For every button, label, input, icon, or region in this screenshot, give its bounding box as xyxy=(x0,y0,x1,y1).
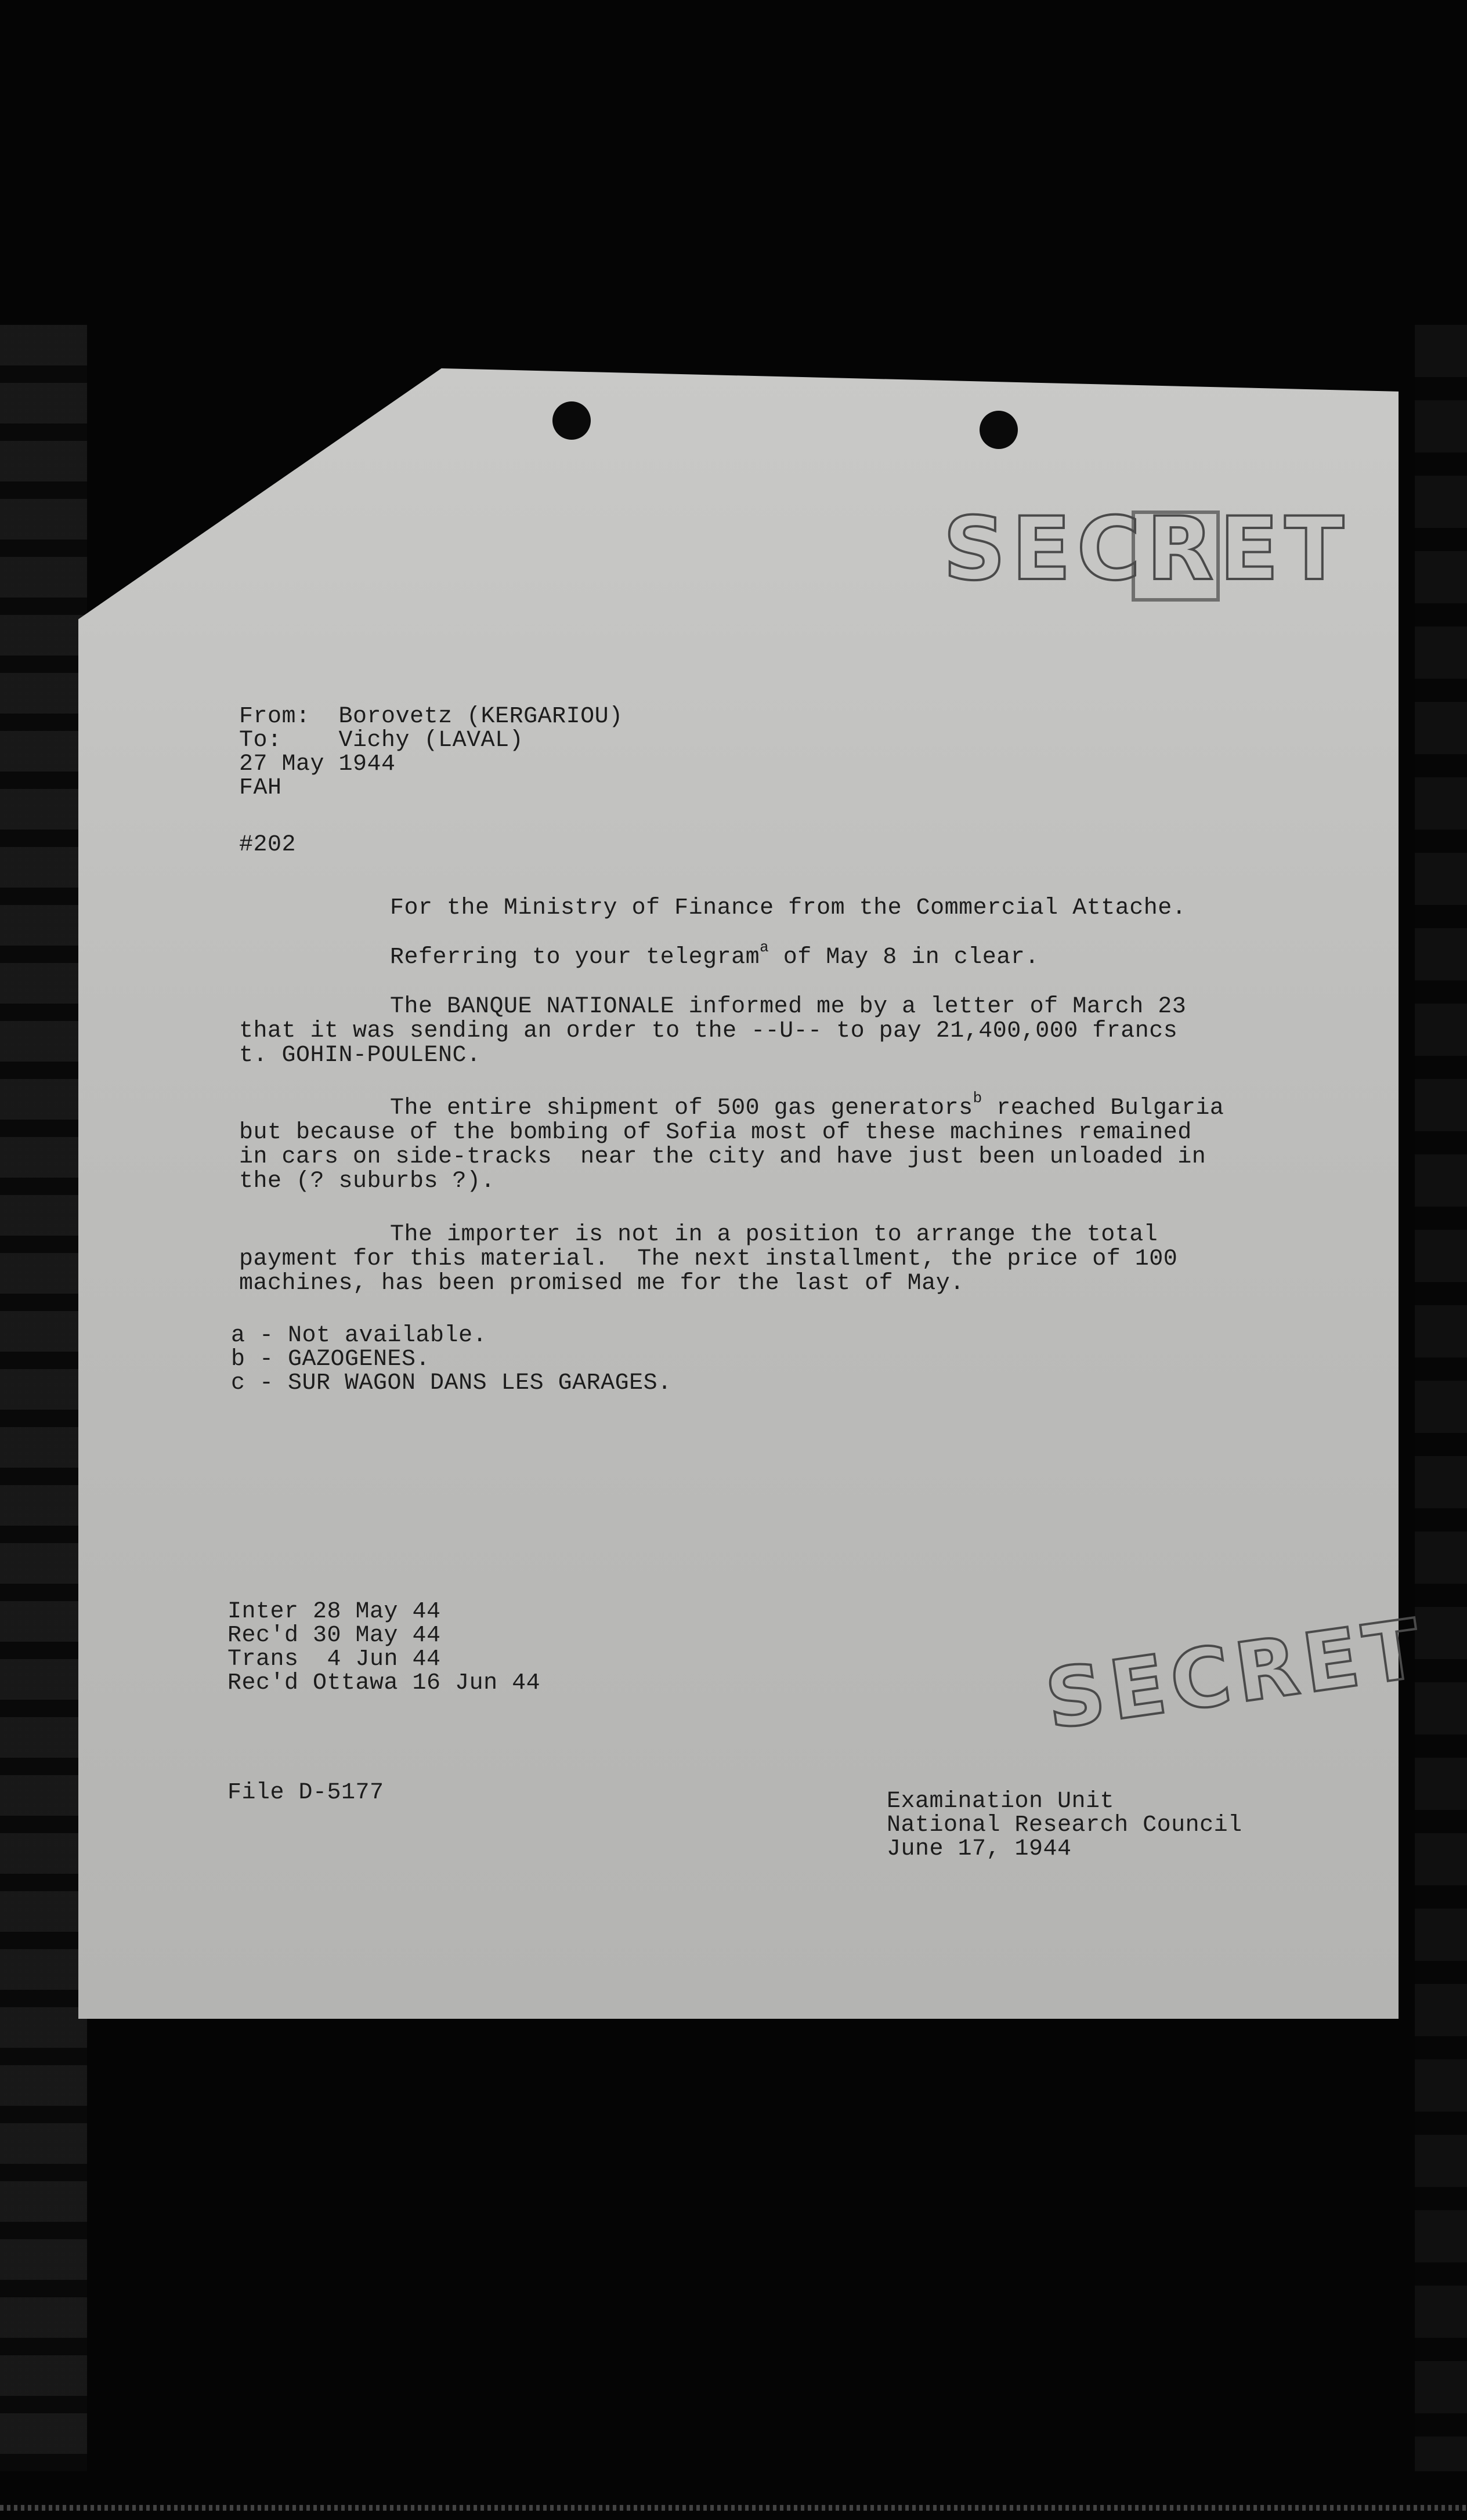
routing-recd: Rec'd 30 May 44 xyxy=(227,1623,441,1649)
footnote-marker-a: a xyxy=(760,938,769,956)
reference-tail: of May 8 in clear. xyxy=(769,944,1039,971)
signature-date: June 17, 1944 xyxy=(887,1836,1072,1862)
punch-hole-left xyxy=(552,401,591,440)
signature-council: National Research Council xyxy=(887,1812,1242,1838)
intro-line: For the Ministry of Finance from the Commercial Attache. xyxy=(390,895,1187,921)
film-strip-right xyxy=(1415,325,1467,2471)
footnote-marker-b: b xyxy=(973,1089,982,1107)
footnote-c: c - SUR WAGON DANS LES GARAGES. xyxy=(231,1370,672,1396)
file-number: File D-5177 xyxy=(227,1780,384,1806)
routing-inter: Inter 28 May 44 xyxy=(227,1599,441,1625)
footnote-a: a - Not available. xyxy=(231,1323,487,1349)
routing-recd-ottawa: Rec'd Ottawa 16 Jun 44 xyxy=(227,1670,541,1696)
to-line xyxy=(239,729,523,752)
from-line xyxy=(239,705,623,729)
to-value: Vichy (LAVAL) xyxy=(338,727,524,754)
reference-line xyxy=(390,938,1039,971)
paragraph-2-line-1 xyxy=(390,1089,1224,1121)
paragraph-3-line-2: payment for this material. The next installment, the price of 100 xyxy=(239,1246,1178,1272)
paragraph-1-line-1: The BANQUE NATIONALE informed me by a letter of March 23 xyxy=(390,994,1187,1020)
secret-stamp-bottom: SECRET xyxy=(1040,1601,1432,1748)
paragraph-2-line-4: the (? suburbs ?). xyxy=(239,1168,496,1194)
reference-text: Referring to your telegram xyxy=(390,944,760,971)
film-strip-left xyxy=(0,325,87,2471)
routing-trans: Trans 4 Jun 44 xyxy=(227,1646,441,1672)
from-value: Borovetz (KERGARIOU) xyxy=(338,704,623,730)
paragraph-2-line-3: in cars on side-tracks near the city and have just been unloaded in xyxy=(239,1144,1206,1170)
paragraph-3-line-3: machines, has been promised me for the last of May. xyxy=(239,1270,964,1297)
from-label: From: xyxy=(239,704,310,730)
message-number: #202 xyxy=(239,832,297,858)
paragraph-2-line-2: but because of the bombing of Sofia most of these machines remained xyxy=(239,1120,1192,1146)
to-label: To: xyxy=(239,727,282,754)
paragraph-1-line-2: that it was sending an order to the --U-- to pay 21,400,000 francs xyxy=(239,1018,1178,1044)
paragraph-3-line-1: The importer is not in a position to arrange the total xyxy=(390,1222,1158,1248)
signature-unit: Examination Unit xyxy=(887,1788,1115,1815)
film-edge-rule xyxy=(0,2505,1467,2511)
message-code: FAH xyxy=(239,775,282,801)
footnote-b: b - GAZOGENES. xyxy=(231,1346,431,1373)
punch-hole-right xyxy=(980,411,1018,449)
paragraph-2-tail: reached Bulgaria xyxy=(982,1095,1224,1121)
paragraph-1-line-3: t. GOHIN-POULENC. xyxy=(239,1042,481,1069)
message-date: 27 May 1944 xyxy=(239,751,396,777)
paragraph-2-text: The entire shipment of 500 gas generators xyxy=(390,1095,973,1121)
secret-stamp-top: SECRET xyxy=(943,499,1350,600)
